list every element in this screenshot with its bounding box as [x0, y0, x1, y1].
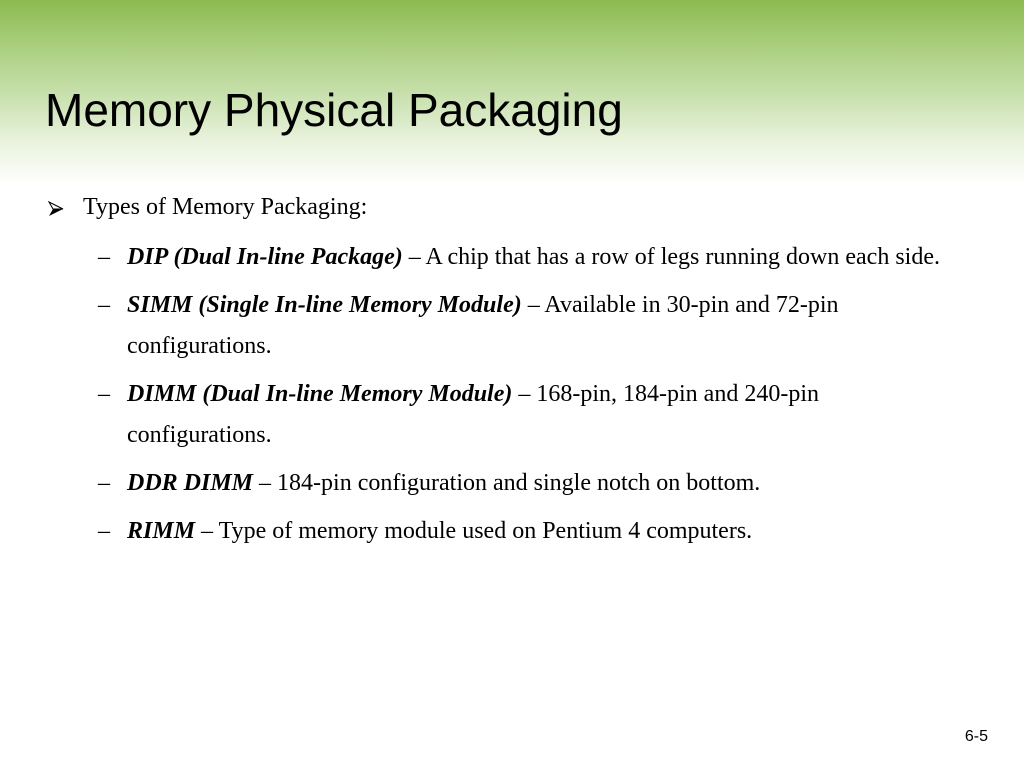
dash-marker: – — [98, 381, 110, 407]
term-label: RIMM — [127, 518, 196, 544]
bullet-heading — [0, 189, 1024, 225]
list-item-rimm — [0, 511, 947, 552]
bullet-heading-text: Types of Memory Packaging: — [83, 194, 368, 220]
term-description: – A chip that has a row of legs running down each side. — [402, 244, 940, 270]
page-number: 6-5 — [964, 728, 988, 745]
list-item-dip — [0, 237, 947, 278]
term-description: – Type of memory module used on Pentium 4 computers. — [195, 518, 753, 544]
list-item-dimm — [0, 374, 947, 456]
list-item-simm — [0, 285, 947, 367]
list-item-ddr-dimm — [0, 463, 947, 504]
slide-body — [0, 189, 1024, 559]
dash-marker: – — [98, 518, 110, 544]
dash-marker: – — [98, 292, 110, 318]
term-description: – 184-pin configuration and single notch on bottom. — [253, 470, 761, 496]
dash-marker: – — [98, 470, 110, 496]
term-label: SIMM (Single In-line Memory Module) — [127, 292, 522, 318]
term-description: – Available in 30-pin and 72-pin configurations. — [127, 292, 839, 359]
term-description: – 168-pin, 184-pin and 240-pin configurations. — [127, 381, 819, 448]
dash-marker: – — [98, 244, 110, 270]
term-label: DIMM (Dual In-line Memory Module) — [127, 381, 513, 407]
term-label: DIP (Dual In-line Package) — [127, 244, 403, 270]
slide-title: Memory Physical Packaging — [45, 84, 623, 136]
term-label: DDR DIMM — [127, 470, 254, 496]
